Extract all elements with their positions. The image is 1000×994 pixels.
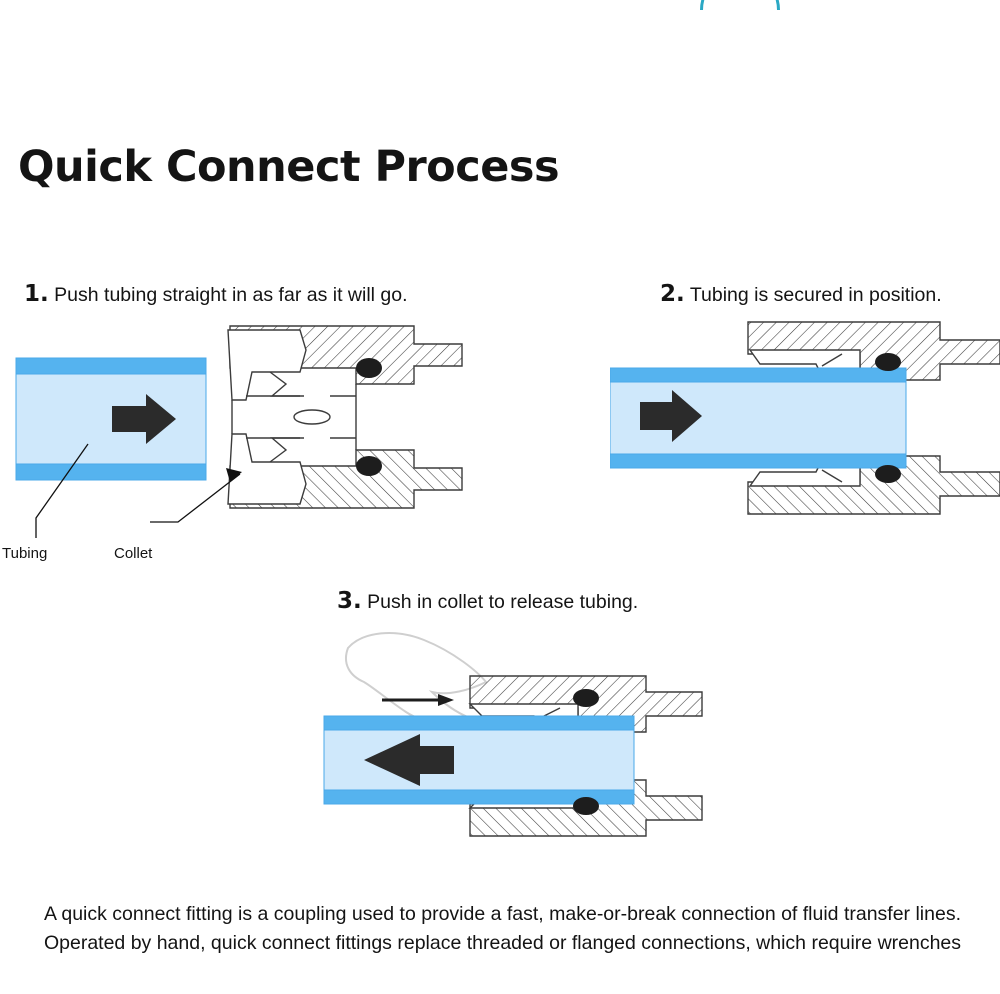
figure-step-2 bbox=[610, 310, 1000, 550]
annotation-collet: Collet bbox=[114, 545, 153, 562]
o-ring-bottom-step3 bbox=[573, 797, 599, 815]
o-ring-bottom-step2 bbox=[875, 465, 901, 483]
step-3-text: Push in collet to release tubing. bbox=[367, 591, 639, 613]
step-2-heading bbox=[660, 281, 942, 307]
o-ring-top-step2 bbox=[875, 353, 901, 371]
decorative-arc bbox=[700, 0, 790, 10]
step-1-text: Push tubing straight in as far as it will go. bbox=[54, 284, 408, 306]
page-title: Quick Connect Process bbox=[18, 142, 560, 192]
figure-step-1 bbox=[0, 310, 520, 570]
tubing-part-step1 bbox=[16, 358, 206, 480]
step-3-number: 3. bbox=[337, 588, 362, 614]
o-ring-bottom-step1 bbox=[356, 456, 382, 476]
fitting-body-step1 bbox=[228, 326, 462, 508]
step-3-heading bbox=[337, 588, 638, 614]
step-1-heading bbox=[24, 281, 408, 307]
figure-step-3 bbox=[320, 620, 720, 860]
step-2-text: Tubing is secured in position. bbox=[689, 284, 942, 306]
o-ring-top-step1 bbox=[356, 358, 382, 378]
page-caption: A quick connect fitting is a coupling used to provide a fast, make-or-break connection of fluid transfer lines. Operated by hand, quick connect fittings replace threaded or flanged connections, which require wrenches bbox=[43, 903, 962, 954]
step-2-number: 2. bbox=[660, 281, 685, 307]
annotation-tubing: Tubing bbox=[2, 545, 48, 562]
o-ring-top-step3 bbox=[573, 689, 599, 707]
step-1-number: 1. bbox=[24, 281, 49, 307]
hand-icon bbox=[346, 633, 486, 723]
